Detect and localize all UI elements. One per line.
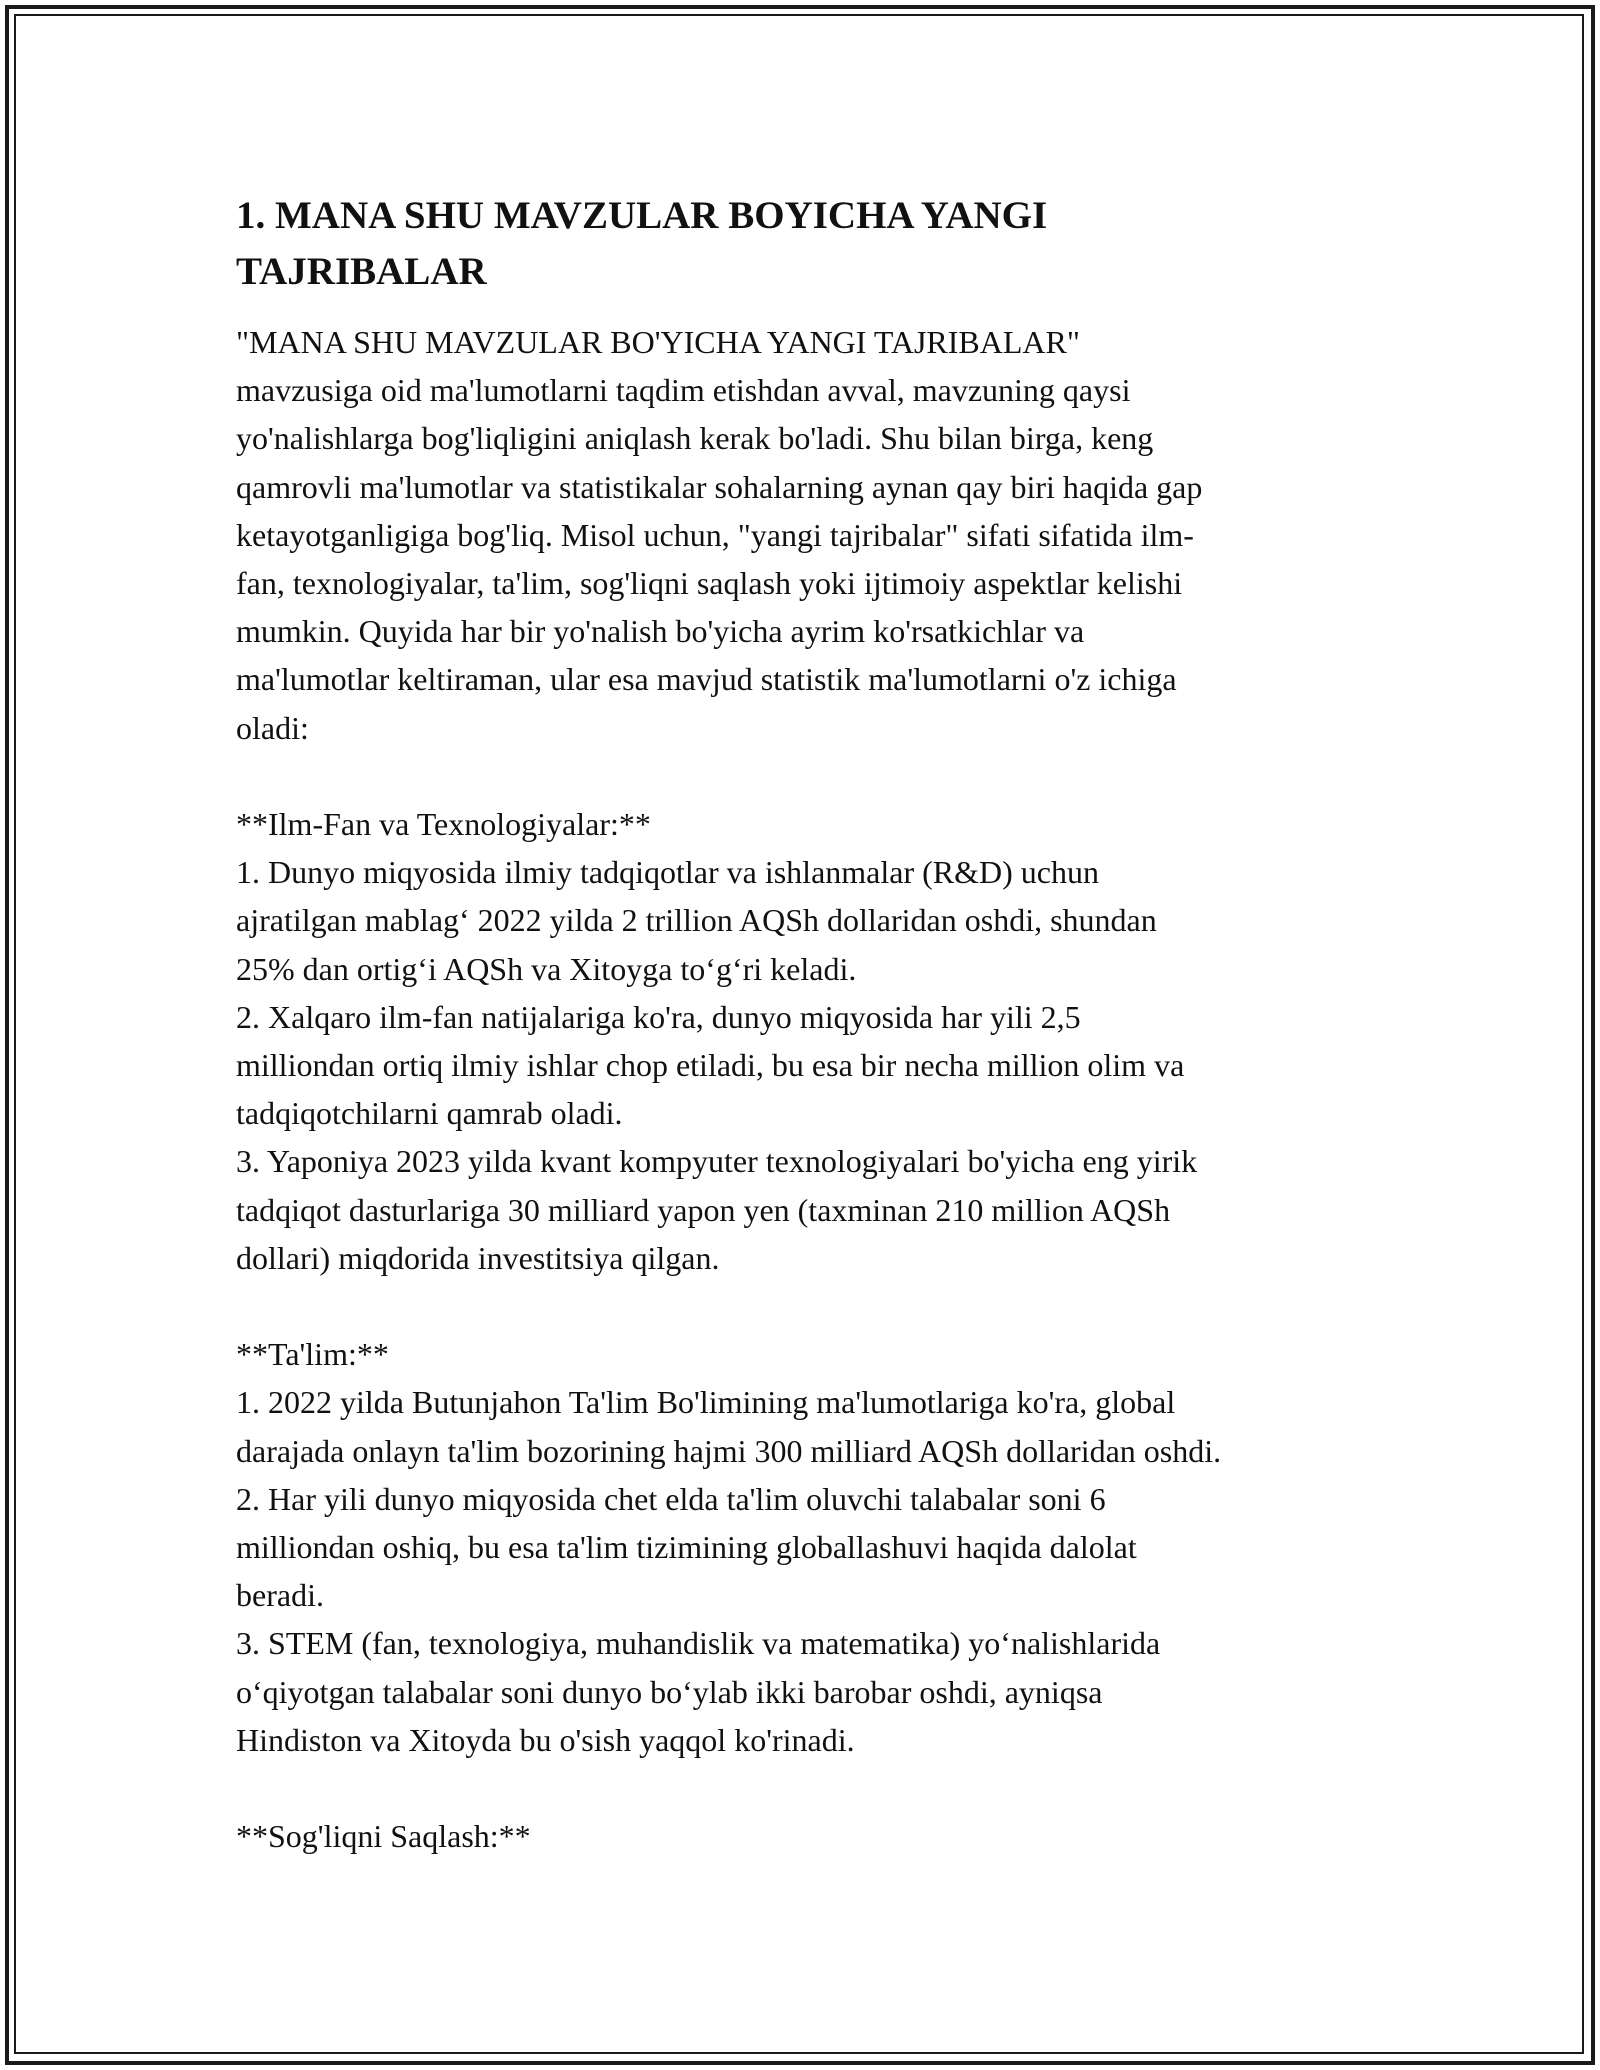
text-line: beradi. bbox=[236, 1577, 324, 1614]
text-line: milliondan ortiq ilmiy ishlar chop etiladi, bu esa bir necha million olim va bbox=[236, 1047, 1185, 1084]
blank-line bbox=[236, 1282, 1386, 1330]
text-line: mumkin. Quyida har bir yo'nalish bo'yicha ayrim ko'rsatkichlar va bbox=[236, 613, 1085, 650]
text-line: 3. Yaponiya 2023 yilda kvant kompyuter texnologiyalari bo'yicha eng yirik bbox=[236, 1143, 1198, 1180]
text-line: darajada onlayn ta'lim bozorining hajmi 300 milliard AQSh dollaridan oshdi. bbox=[236, 1432, 1222, 1469]
text-line: 2. Har yili dunyo miqyosida chet elda ta'lim oluvchi talabalar soni 6 bbox=[236, 1480, 1106, 1517]
intro-paragraph bbox=[236, 318, 1386, 1860]
text-line: fan, texnologiyalar, ta'lim, sog'liqni saqlash yoki ijtimoiy aspektlar kelishi bbox=[236, 565, 1183, 602]
text-line: 1. Dunyo miqyosida ilmiy tadqiqotlar va ishlanmalar (R&D) uchun bbox=[236, 854, 1099, 891]
title-line: 1. MANA SHU MAVZULAR BOYICHA YANGI bbox=[236, 194, 1048, 237]
text-line: ketayotganligiga bog'liq. Misol uchun, "yangi tajribalar" sifati sifatida ilm- bbox=[236, 516, 1194, 553]
text-line: ajratilgan mablag‘ 2022 yilda 2 trillion AQSh dollaridan oshdi, shundan bbox=[236, 902, 1157, 939]
text-line: 25% dan ortig‘i AQSh va Xitoyga to‘g‘ri keladi. bbox=[236, 950, 857, 987]
text-line: tadqiqotchilarni qamrab oladi. bbox=[236, 1095, 623, 1132]
section-heading-health: **Sog'liqni Saqlash:** bbox=[236, 1818, 531, 1855]
text-line: o‘qiyotgan talabalar soni dunyo bo‘ylab ikki barobar oshdi, ayniqsa bbox=[236, 1673, 1103, 1710]
text-line: oladi: bbox=[236, 709, 309, 746]
section-heading-education: **Ta'lim:** bbox=[236, 1336, 389, 1373]
section-heading-science: **Ilm-Fan va Texnologiyalar:** bbox=[236, 806, 651, 843]
title-line: TAJRIBALAR bbox=[236, 250, 487, 293]
document-body bbox=[236, 188, 1386, 1860]
blank-line bbox=[236, 752, 1386, 800]
text-line: mavzusiga oid ma'lumotlarni taqdim etishdan avval, mavzuning qaysi bbox=[236, 372, 1131, 409]
text-line: Hindiston va Xitoyda bu o'sish yaqqol ko'rinadi. bbox=[236, 1721, 855, 1758]
blank-line bbox=[236, 1764, 1386, 1812]
text-line: 2. Xalqaro ilm-fan natijalariga ko'ra, dunyo miqyosida har yili 2,5 bbox=[236, 998, 1081, 1035]
text-line: 3. STEM (fan, texnologiya, muhandislik va matematika) yo‘nalishlarida bbox=[236, 1625, 1161, 1662]
text-line: 1. 2022 yilda Butunjahon Ta'lim Bo'limining ma'lumotlariga ko'ra, global bbox=[236, 1384, 1176, 1421]
document-title bbox=[236, 188, 1386, 300]
text-line: yo'nalishlarga bog'liqligini aniqlash kerak bo'ladi. Shu bilan birga, keng bbox=[236, 420, 1154, 457]
text-line: dollari) miqdorida investitsiya qilgan. bbox=[236, 1239, 720, 1276]
text-line: qamrovli ma'lumotlar va statistikalar sohalarning aynan qay biri haqida gap bbox=[236, 468, 1203, 505]
text-line: tadqiqot dasturlariga 30 milliard yapon yen (taxminan 210 million AQSh bbox=[236, 1191, 1171, 1228]
text-line: "MANA SHU MAVZULAR BO'YICHA YANGI TAJRIBALAR" bbox=[236, 324, 1080, 360]
text-line: ma'lumotlar keltiraman, ular esa mavjud statistik ma'lumotlarni o'z ichiga bbox=[236, 661, 1177, 698]
text-line: milliondan oshiq, bu esa ta'lim tizimining globallashuvi haqida dalolat bbox=[236, 1529, 1137, 1566]
